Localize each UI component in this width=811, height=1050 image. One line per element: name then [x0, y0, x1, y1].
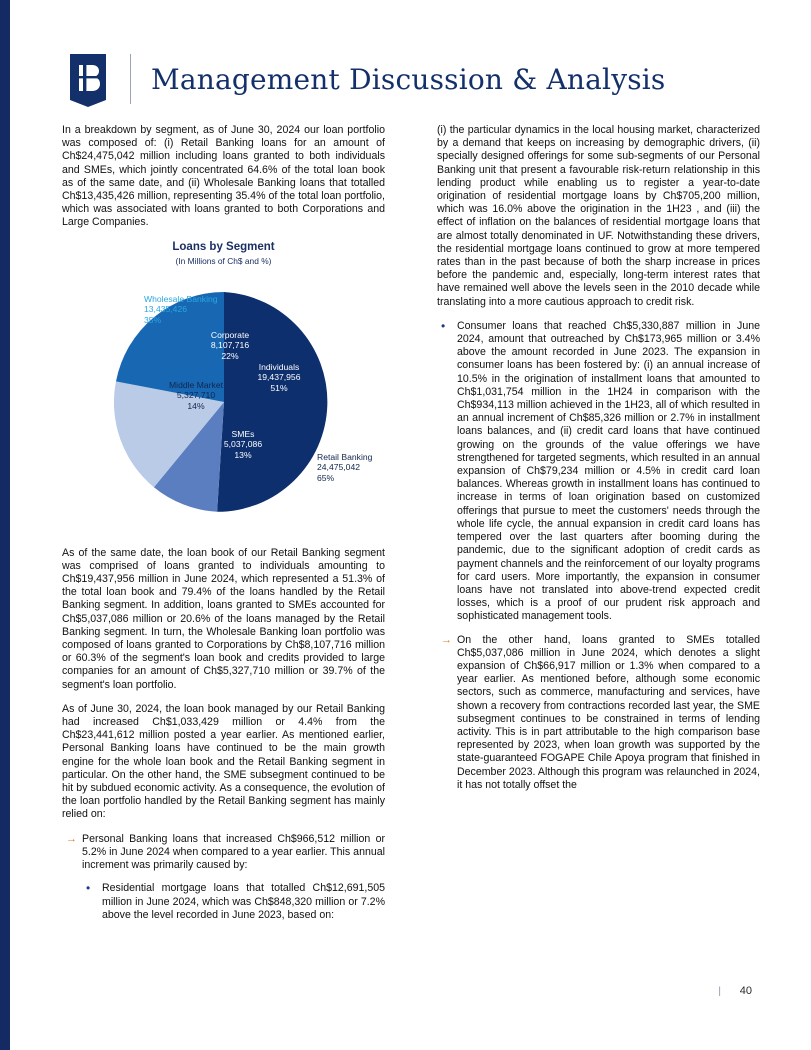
bank-monogram-logo [62, 50, 114, 108]
right-column [437, 124, 760, 802]
intro-paragraph: In a breakdown by segment, as of June 30, 2024 our loan portfolio was composed of: (i) Retail Banking loans for an amount of Ch$24,475,042 million including loans granted to both individuals and SMEs, which jointly concentrated 64.6% of the total loan book as of the same date, and (ii) Wholesale Banking loans that totalled Ch$13,435,426 million, representing 35.4% of the total loan portfolio, which was associated with loans granted to both Corporations and Large Companies. [62, 124, 385, 229]
left-margin-bar-inner [10, 0, 13, 1050]
list-item [62, 833, 385, 873]
page-title: Management Discussion & Analysis [151, 62, 666, 96]
chart-subtitle: (In Millions of Ch$ and %) [175, 255, 272, 266]
label-retail-banking: Retail Banking 24,475,042 65% [317, 452, 373, 483]
list-item [82, 882, 385, 922]
label-smes: SMEs 5,037,086 13% [223, 429, 263, 460]
loans-by-segment-chart [62, 241, 385, 541]
label-middle-market: Middle Market 5,327,710 14% [169, 380, 223, 411]
header-divider [130, 54, 131, 104]
left-column [62, 124, 385, 932]
left-margin-bar [0, 0, 10, 1050]
list-item [437, 320, 760, 624]
label-individuals: Individuals 19,437,956 51% [257, 362, 301, 393]
page-header [62, 44, 752, 114]
arrow-bullet-icon: → [66, 832, 77, 845]
list-item-text: Personal Banking loans that increased Ch$966,512 million or 5.2% in June 2024 when compared to a year earlier. This annual increment was primarily caused by: [82, 832, 385, 872]
list-item-text: On the other hand, loans granted to SMEs totalled Ch$5,037,086 million in June 2024, which denotes a slight expansion of Ch$66,917 million or 1.3% when compared to a year earlier. As mentioned before, although some economic sectors, such as commerce, manufacturing and services, have shown a recovery from contractions recorded last year, the SME subsegment continues to be constrained in terms of lending activity. This is in part attributable to the high comparison base represented by 2023, when loan growth was supported by the state-guaranteed FOGAPE Chile Apoya program that finished in December 2023. Although this program was relaunched in 2024, it has not totally offset the [457, 633, 760, 791]
page-number: 40 [739, 985, 752, 997]
arrow-bullet-icon: → [441, 633, 452, 646]
label-wholesale-banking: Wholesale Banking 13,435,426 35% [144, 294, 218, 325]
paragraph-2: As of the same date, the loan book of our Retail Banking segment was comprised of loans granted to individuals amounting to Ch$19,437,956 million in June 2024, which represented a 51.3% of the total loan book and 79.4% of the loans handled by the Retail Banking segment. In addition, loans granted to SMEs accounted for Ch$5,037,086 million or 20.6% of the loans managed by the Retail Banking segment. In turn, the Wholesale Banking loan portfolio was composed of loans granted to Corporations by Ch$8,107,716 million or 60.3% of the segment's loan book and credits provided to large companies for an amount of Ch$5,327,710 million or 39.7% of the segment's loan portfolio. [62, 546, 385, 691]
list-item-text: Consumer loans that reached Ch$5,330,887 million in June 2024, amount that outreached by Ch$173,965 million or 3.4% above the amount recorded in June 2023. The expansion in consumer loans has been fostered by: (i) an annual increase of 10.5% in the origination of installment loans that amounted to Ch$1,031,754 million in the 1H24 in comparison with the Ch$934,113 million achieved in the 1H23, all of which resulted in an annual increment of Ch$85,326 million or 2.7% in installment loans balances, and (ii) credit card loans that have continued growing on the grounds of the value offerings we have strengthened for targeted segments, which resulted in an annual expansion of Ch$79,234 million or 4.5% in credit card loan balances. Whereas growth in installment loans has continued to increase in terms of loan origination based on customized offerings that pursue to meet the customers' needs through the whole life cycle, the annual expansion in credit card loans has tempered over the last quarters after booming during the pandemic, due to the significant adoption of credit cards as payment channels and the reinforcement of our loyalty programs for card users. More importantly, the expansion in consumer loans have not translated into above-trend expected credit losses, which is a proof of our prudent risk approach and sophisticated management tools. [457, 319, 760, 623]
list-item [437, 634, 760, 792]
list-item-text: Residential mortgage loans that totalled Ch$12,691,505 million in June 2024, which was Ch$848,320 million or 7.2% above the level recorded in June 2023, based on: [102, 882, 385, 921]
paragraph-3: As of June 30, 2024, the loan book managed by our Retail Banking had increased Ch$1,033,429 million or 4.4% from the Ch$23,441,612 million posted a year earlier. As mentioned earlier, Personal Banking loans have continued to be the main growth engine for the whole loan book and the Retail Banking segment in particular. On the other hand, the SME subsegment continued to be hit by subdued economic activity. As a consequence, the evolution of the loan portfolio handled by the Retail Banking segment has mainly relied on: [62, 702, 385, 821]
footer-separator: | [718, 986, 721, 997]
pie-chart-area [62, 272, 385, 522]
label-corporate: Corporate 8,107,716 22% [210, 330, 250, 361]
chart-title: Loans by Segment [172, 240, 275, 253]
dot-bullet-icon: • [86, 881, 91, 896]
page-footer [62, 985, 752, 997]
dot-bullet-icon: • [441, 318, 446, 333]
paragraph-1: (i) the particular dynamics in the local housing market, characterized by a demand that keeps on increasing by demographic drivers, (ii) specially designed offerings for some sub-segments of our Personal Banking unit that present a favourable risk-return relationship in this lending product while enabling us to register a year-to-date origination of residential mortgage loans by Ch$705,200 million, which was 16.0% above the origination in the 1H23 , and (iii) the effect of inflation on the balances of residential mortgage loans that are almost totally denominated in UF. Notwithstanding these drivers, the residential mortgage loans continued to grow at more tempered rates than in the past because of both the sharp increase in prices before the pandemic and, especially, long-term interest rates that have remained well above the levels seen in the 2010 decade while translating into a more cautious approach to credit risk. [437, 124, 760, 308]
